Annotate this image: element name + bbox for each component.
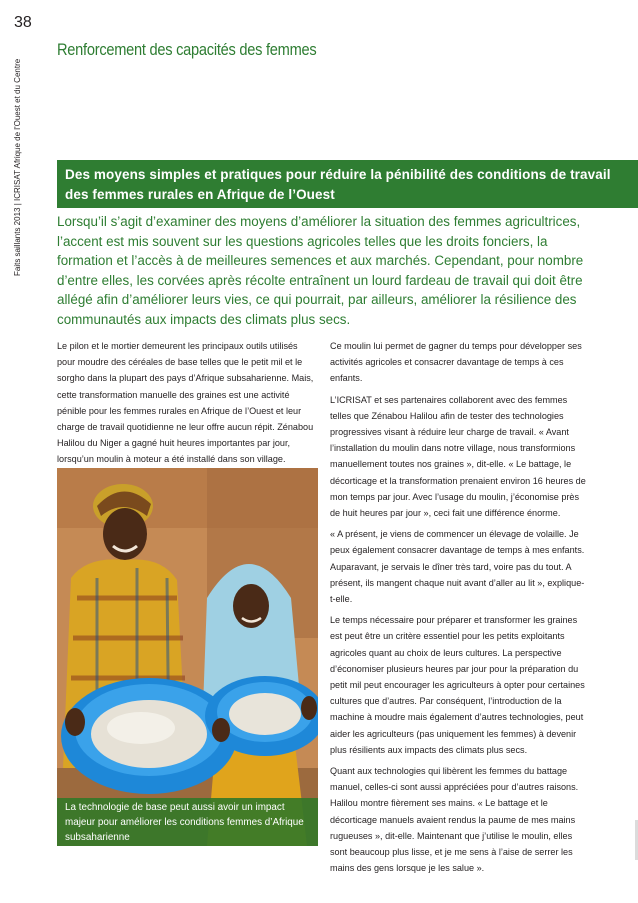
photo-caption: La technologie de base peut aussi avoir un impact majeur pour améliorer les conditions femmes d’Afrique subsaharienne	[57, 798, 318, 846]
right-column-paragraph-4: Le temps nécessaire pour préparer et transformer les graines est peut être un critère essentiel pour les petits exploitants agricoles quant au choix de leurs cultures. La perspective d’économiser plusieurs heures par jour pour la préparation du petit mil peut encourager les agriculteurs à opter pour certaines cultures que d’autres. Par conséquent, l’introduction de la machine à moudre mais également d’autres technologies, peut aider les agriculteurs (pas uniquement les femmes) à devenir plus résilients aux impacts des climats plus secs.	[330, 615, 585, 755]
article-title: Des moyens simples et pratiques pour réduire la pénibilité des conditions de travail des femmes rurales en Afrique de l’Ouest	[65, 167, 611, 202]
women-with-flour-basins-illustration	[57, 468, 318, 846]
left-column	[57, 338, 315, 468]
right-column-paragraph-3: « A présent, je viens de commencer un élevage de volaille. Je peux également consacrer davantage de temps à mes enfants. Auparavant, je servais le dîner très tard, voire pas du tout. A présent, ils mangent chaque nuit avant d’aller au lit », explique-t-elle.	[330, 529, 585, 605]
right-column-paragraph-2: L’ICRISAT et ses partenaires collaborent avec des femmes telles que Zénabou Halilou afin de tester des technologies progressives visant à réduire leur charge de travail. « Avant l’installation du moulin dans notre village, nous transformions manuellement toutes nos graines », dit-elle. « Le battage, le décorticage et la transformation prenaient environ 16 heures de mon temps par jour. Avec l’usage du moulin, j’économise près de huit heures par jour », ceci fait une différence énorme.	[330, 394, 586, 519]
running-header-vertical: Faits saillants 2013 | ICRISAT Afrique de l'Ouest et du Centre	[13, 58, 22, 276]
page-number: 38	[14, 14, 32, 31]
right-column-paragraph-5: Quant aux technologies qui libèrent les femmes du battage manuel, celles-ci sont aussi appréciées pour d’autres raisons. Halilou montre fièrement ses mains. « Le battage et le décorticage manuels avaient rendus la paume de mes mains rugueuses », dit-elle. Maintenant que j’utilise le moulin, elles sont beaucoup plus lisse, et je me sens à l’aise de serrer les mains des gens lorsque je les salue ».	[330, 766, 579, 874]
left-column-paragraph: Le pilon et le mortier demeurent les principaux outils utilisés pour moudre des céréales de base telles que le petit mil et le sorgho dans la plupart des pays d’Afrique subsaharienne. Mais, cette transformation manuelle des graines est une activité pénible pour les femmes rurales en Afrique de l’Ouest et leur charge de travail quotidienne ne leur offre aucun répit. Zénabou Halilou du Niger a gagné huit heures importantes par jour, lorsqu’un moulin à moteur a été installé dans son village.	[57, 341, 314, 465]
article-title-banner	[57, 160, 638, 208]
right-column-paragraph-1: Ce moulin lui permet de gagner du temps pour développer ses activités agricoles et consacrer davantage de temps à ces enfants.	[330, 341, 582, 384]
right-column	[330, 338, 588, 882]
intro-paragraph: Lorsqu’il s’agit d’examiner des moyens d’améliorer la situation des femmes agricultrices, l’accent est mis souvent sur les questions agricoles telles que les droits fonciers, la formation et l’accès à de meilleures semences et aux marchés. Cependant, pour nombre d’entre elles, les corvées après récolte entraînent un lourd fardeau de travail qui doit être allégé afin d’améliorer leurs vies, ce qui pourrait, par ailleurs, améliorer la résilience des communautés aux impacts des climats plus secs.	[57, 214, 584, 327]
section-title: Renforcement des capacités des femmes	[57, 40, 317, 59]
women-grain-photo	[57, 468, 318, 846]
